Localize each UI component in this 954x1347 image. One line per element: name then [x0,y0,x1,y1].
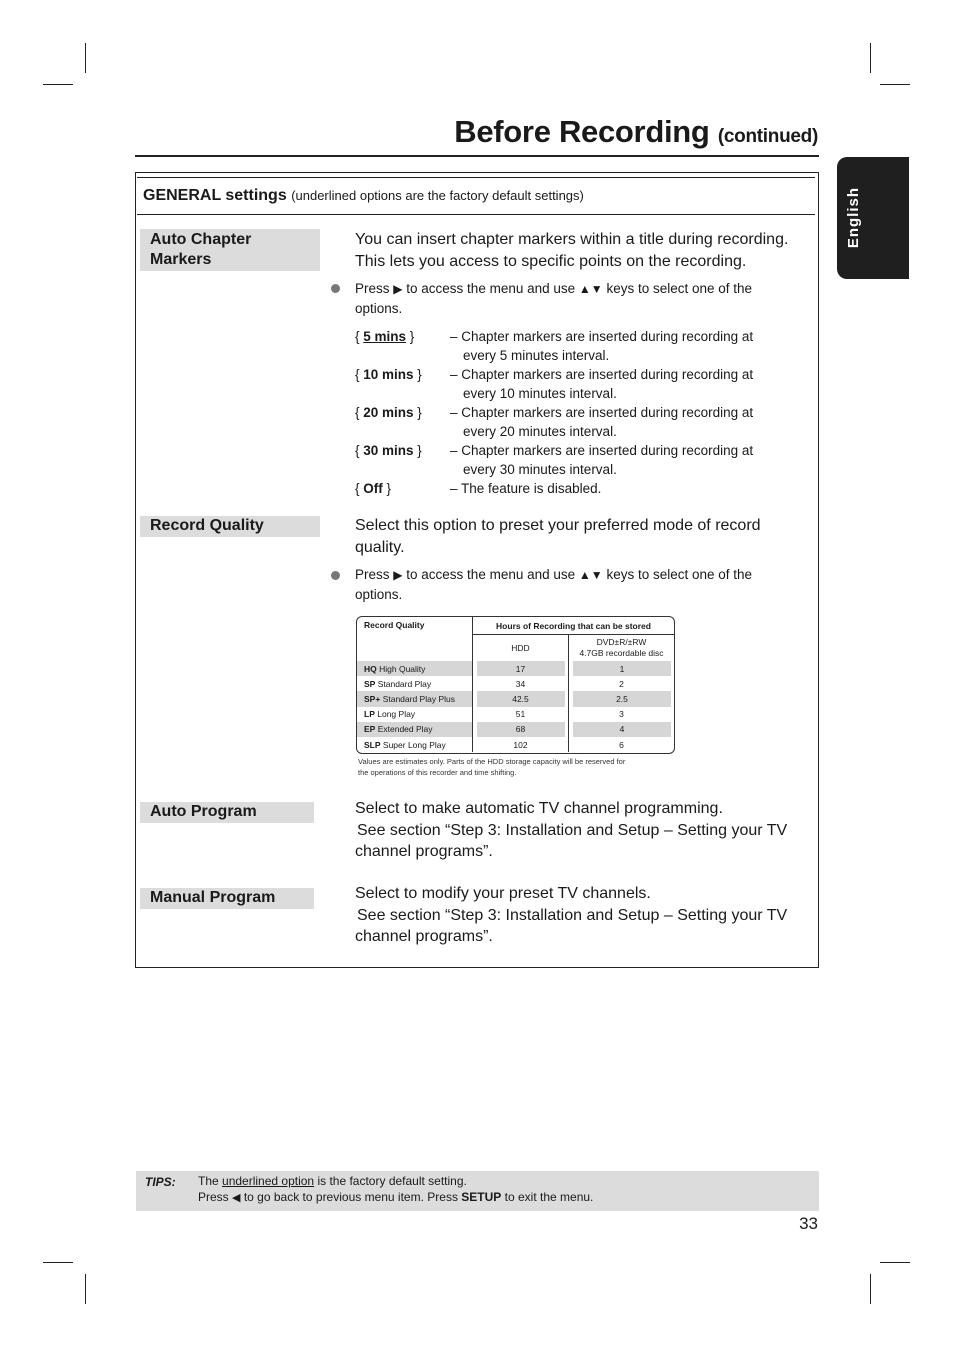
label-record-quality [140,516,320,537]
press-word: Press [355,567,390,582]
hdd-cell: 17 [473,661,569,676]
footnote-line: Values are estimates only. Parts of the HDD storage capacity will be reserved for [358,757,626,766]
option-desc-line: – The feature is disabled. [450,481,602,496]
hdd-cell: 68 [473,722,569,737]
settings-header-text [143,187,584,205]
hdd-cell: 51 [473,707,569,722]
mode-name: Extended Play [377,724,433,735]
crop-mark [870,1274,871,1304]
settings-header [137,177,815,215]
instruction-text: keys to select one of the [606,567,753,582]
crop-mark [880,1262,910,1263]
mode-code: LP [364,709,375,720]
hdd-cell: 102 [473,737,569,752]
mode-cell [357,707,473,722]
option-description [450,365,800,403]
label-text: Auto Program [150,803,257,820]
table-row [357,737,674,752]
tips-underlined-text: underlined option [222,1174,315,1188]
label-text: Record Quality [150,517,264,534]
instruction-text: to access the menu and use [406,281,576,296]
label-manual-program [140,888,314,909]
left-arrow-icon: ◀ [232,1192,241,1204]
mode-name: Super Long Play [382,739,446,750]
press-word: Press [355,281,390,296]
desc-line: This lets you access to specific points on the recording. [355,252,747,270]
dvd-cell: 4 [569,722,675,737]
record-quality-description [355,515,815,558]
dvd-cell: 2 [619,678,624,689]
crop-mark [43,1262,73,1263]
option-desc-line: – Chapter markers are inserted during recording at [450,443,754,458]
dvd-cell: 6 [619,739,624,750]
label-auto-program [140,802,314,823]
mode-name: Standard Play [377,678,432,689]
table-row [357,691,674,706]
desc-line: You can insert chapter markers within a title during recording. [355,231,789,248]
mode-name: Long Play [377,709,416,720]
crop-mark [870,43,871,73]
footnote-line: the operations of this recorder and time shifting. [358,767,517,777]
dvd-cell: 2.5 [569,691,675,706]
col-header-mode: Record Quality [357,617,473,661]
instruction-text: to access the menu and use [406,567,576,582]
mode-cell [357,691,473,706]
option-value-text: 5 mins [363,329,407,344]
page-title-text: Before Recording [454,114,710,149]
col-header-hdd: HDD [473,635,569,662]
record-quality-table [356,616,675,754]
option-desc-line: every 10 minutes interval. [463,386,617,401]
tips-label: TIPS: [145,1175,176,1189]
mode-code: SP+ [364,693,381,704]
dvd-cell: 1 [569,661,675,676]
mode-code: SLP [364,739,381,750]
crop-mark [880,84,910,85]
settings-header-label: GENERAL settings [143,187,287,204]
tips-text: is the factory default setting. [317,1174,467,1188]
instruction-text: options. [355,587,403,602]
up-down-arrow-icon: ▲▼ [578,282,603,296]
option-value: { Off } [355,481,392,496]
instruction-text: options. [355,301,403,316]
instruction-text: keys to select one of the [606,281,753,296]
option-desc-line: every 20 minutes interval. [463,424,617,439]
tips-line-2 [198,1190,593,1204]
tips-line-1 [198,1174,467,1188]
right-arrow-icon: ▶ [393,282,403,296]
col-header-dvd-line: DVD±R/±RW [596,637,647,647]
mode-code: HQ [364,663,377,674]
tips-text: to exit the menu. [504,1190,594,1204]
record-quality-instruction [355,565,805,604]
col-header-hours: Hours of Recording that can be stored [473,617,675,635]
language-tab [837,157,909,279]
mode-cell [357,676,473,691]
desc-line: See section “Step 3: Installation and Setup – Setting your TV [357,821,788,839]
option-description [450,441,800,479]
right-arrow-icon: ▶ [393,568,403,582]
label-auto-chapter-markers [140,229,320,271]
option-description [450,479,800,498]
dvd-cell: 3 [619,709,624,720]
desc-line: Select to modify your preset TV channels. [355,885,651,902]
crop-mark [85,43,86,73]
mode-cell [357,661,473,676]
option-desc-line: – Chapter markers are inserted during recording at [450,329,754,344]
option-value-text: Off [363,481,383,496]
tips-text: Press [198,1190,229,1204]
desc-line: quality. [355,538,405,556]
table-row [357,707,674,722]
tips-text: The [198,1174,219,1188]
desc-line: See section “Step 3: Installation and Setup – Setting your TV [357,906,788,924]
table-footnote [358,757,688,778]
mode-code: SP [364,678,376,689]
option-desc-line: – Chapter markers are inserted during recording at [450,367,754,382]
desc-line: channel programs”. [355,928,493,945]
hdd-cell: 42.5 [473,691,569,706]
col-header-dvd [569,635,675,662]
tips-text: to go back to previous menu item. Press [243,1190,458,1204]
page-title-suffix: (continued) [717,126,818,147]
page-number: 33 [799,1214,818,1233]
mode-code: EP [364,724,376,735]
mode-cell [357,737,473,752]
col-header-dvd-line: 4.7GB recordable disc [579,648,664,658]
title-rule [135,155,819,157]
bullet-icon [331,571,340,580]
crop-mark [43,84,73,85]
tips-box [136,1171,819,1211]
hdd-cell: 34 [473,676,569,691]
label-text: Manual Program [150,889,276,906]
auto-chapter-description [355,229,815,272]
settings-header-note: (underlined options are the factory default settings) [291,188,584,203]
option-description [450,403,800,441]
option-value-text: 10 mins [363,367,414,382]
option-desc-line: every 5 minutes interval. [463,348,610,363]
option-value: { 5 mins } [355,329,415,344]
mode-name: Standard Play Plus [382,693,455,704]
auto-chapter-instruction [355,279,805,318]
option-desc-line: – Chapter markers are inserted during recording at [450,405,754,420]
table-row [357,661,674,676]
option-value-text: 20 mins [363,405,414,420]
setup-key-label: SETUP [461,1190,502,1204]
page-title [454,114,818,150]
option-value: { 20 mins } [355,405,422,420]
desc-line: Select to make automatic TV channel programming. [355,800,723,817]
table-row [357,722,674,737]
up-down-arrow-icon: ▲▼ [578,568,603,582]
language-tab-label: English [845,187,862,249]
option-value: { 10 mins } [355,367,422,382]
crop-mark [85,1274,86,1304]
auto-program-description [355,798,815,863]
mode-cell [357,722,473,737]
option-description [450,327,800,365]
table-row [357,676,674,691]
label-line: Markers [150,251,212,268]
bullet-icon [331,284,340,293]
option-value: { 30 mins } [355,443,422,458]
desc-line: channel programs”. [355,843,493,860]
option-desc-line: every 30 minutes interval. [463,462,617,477]
label-line: Auto Chapter [150,231,252,248]
option-value-text: 30 mins [363,443,414,458]
desc-line: Select this option to preset your preferred mode of record [355,517,761,534]
mode-name: High Quality [379,663,426,674]
manual-program-description [355,883,815,948]
